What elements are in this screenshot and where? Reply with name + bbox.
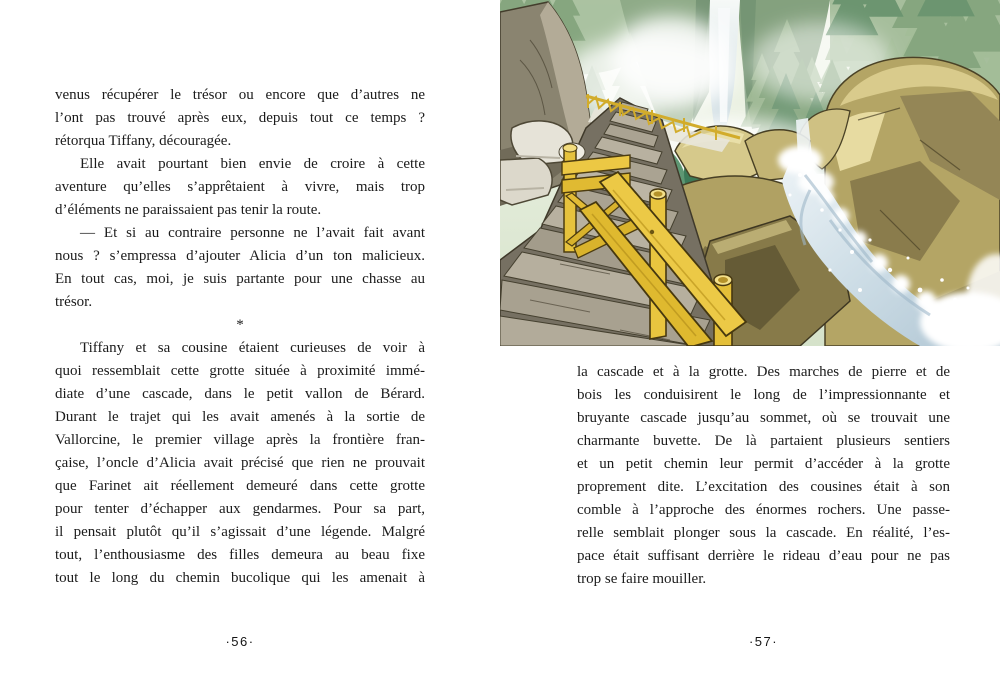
text-line: tout le long du chemin bucolique qui les amenait à [55, 570, 425, 586]
illustration [500, 0, 1000, 346]
left-page-text [55, 84, 425, 590]
text-line: d’éléments ne paraissaient pas tenir la route. [55, 202, 322, 218]
text-line: il pensait plutôt qu’il s’agissait d’une légende. Malgré [55, 524, 425, 540]
text-line: venus récupérer le trésor ou encore que d’autres ne [55, 87, 425, 103]
right-page-text [577, 361, 950, 591]
text-line: pace était suffisant derrière le rideau d’eau pour ne pas [577, 548, 950, 564]
text-line: comble à l’approche des énormes rochers. Une passe- [577, 502, 950, 518]
text-line: charmante buvette. De là partaient plusieurs sentiers [577, 433, 950, 449]
text-line: bruyante cascade jusqu’au sommet, où se trouvait une [577, 410, 950, 426]
text-line: diate d’une cascade, dans le petit vallon de Bérard. [55, 386, 425, 402]
text-line: bois les conduisirent le long de l’impressionnante et [577, 387, 950, 403]
text-line: aventure qu’elles s’apprêtaient à vivre, mais trop [55, 179, 425, 195]
text-line: tout, l’enthousiasme des filles demeura au beau fixe [55, 547, 425, 563]
text-line: rétorqua Tiffany, découragée. [55, 133, 232, 149]
text-line: Elle avait pourtant bien envie de croire à cette [80, 156, 425, 172]
text-line: proprement dite. L’excitation des cousines était à son [577, 479, 950, 495]
page-number-left: ·56· [225, 634, 255, 649]
text-line: — Et si au contraire personne ne l’avait fait avant [80, 225, 425, 241]
text-line: pour tenter d’échapper aux gendarmes. Pour sa part, [55, 501, 425, 517]
text-line: la cascade et à la grotte. Des marches de pierre et de [577, 364, 950, 380]
page-number-right: ·57· [748, 634, 779, 649]
text-line: nous ? s’empressa d’ajouter Alicia d’un ton malicieux. [55, 248, 425, 264]
text-line: et un petit chemin leur permit d’accéder à la grotte [577, 456, 950, 472]
mountain-waterfall-illustration [500, 0, 1000, 346]
text-line: trésor. [55, 294, 93, 310]
text-line: Vallorcine, le premier village après la frontière fran- [55, 432, 425, 448]
text-line: trop se faire mouiller. [577, 571, 707, 587]
text-line: Durant le trajet qui les avait amenés à la sortie de [55, 409, 425, 425]
text-line: relle semblait plonger sous la cascade. En réalité, l’es- [577, 525, 950, 541]
text-line: que Farinet ait réellement demeuré dans cette grotte [55, 478, 425, 494]
text-line: Tiffany et sa cousine étaient curieuses de voir à [80, 340, 425, 356]
section-separator: * [236, 317, 244, 333]
text-line: quoi ressemblait cette grotte située à proximité immé- [55, 363, 425, 379]
text-line: l’ont pas trouvé après eux, depuis tout ce temps ? [55, 110, 425, 126]
text-line: çaise, l’oncle d’Alicia avait précisé que rien ne prouvait [55, 455, 425, 471]
text-line: En tout cas, moi, je suis partante pour une chasse au [55, 271, 425, 287]
